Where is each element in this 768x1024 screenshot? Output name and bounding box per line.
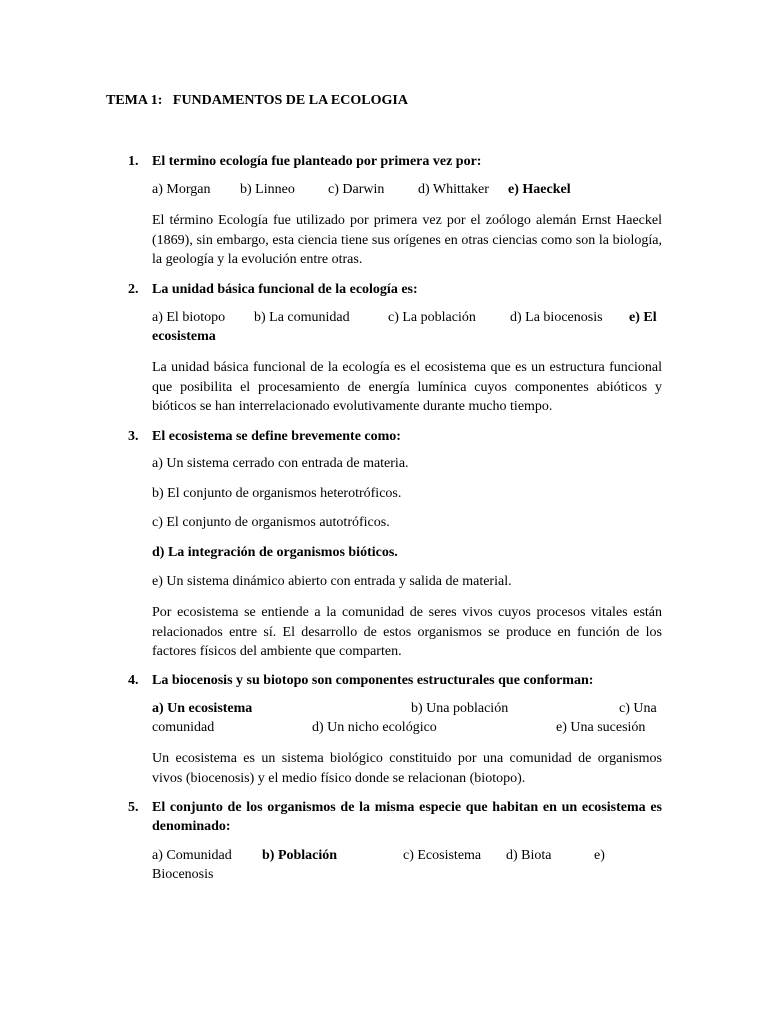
question-number: 2.: [128, 282, 139, 297]
option-c: c) Una: [619, 701, 657, 716]
question-number: 5.: [128, 800, 139, 815]
explanation-paragraph: La unidad básica funcional de la ecología es el ecosistema que es un estructura funcional que posibilita el procesamiento de energía lumínica cuyos componentes abióticos y bióticos se han interrelacionado evolutivamente durante mucho tiempo.: [152, 360, 662, 414]
question-number: 4.: [128, 673, 139, 688]
page-title: TEMA 1: FUNDAMENTOS DE LA ECOLOGIA: [106, 93, 408, 108]
option-a-correct: a) Un ecosistema: [152, 701, 253, 716]
explanation-paragraph: Un ecosistema es un sistema biológico constituido por una comunidad de organismos vivos (biocenosis) y el medio físico donde se relacionan (biotopo).: [152, 751, 662, 786]
option-b-correct: b) Población: [262, 848, 338, 863]
option-e-correct: e) El: [629, 310, 657, 325]
option-e: e) Una sucesión: [556, 720, 646, 735]
option-a: a) Morgan: [152, 182, 211, 197]
option-a: a) Comunidad: [152, 848, 232, 863]
question-text: La unidad básica funcional de la ecología es:: [152, 282, 418, 297]
option-e-continuation: Biocenosis: [152, 867, 214, 882]
option-a: a) Un sistema cerrado con entrada de materia.: [152, 456, 409, 471]
question-number: 3.: [128, 429, 139, 444]
option-e-continuation: ecosistema: [152, 329, 216, 344]
option-b: b) El conjunto de organismos heterotróficos.: [152, 486, 402, 501]
option-c: c) El conjunto de organismos autotróficos.: [152, 515, 390, 530]
option-b: b) La comunidad: [254, 310, 350, 325]
option-d: d) Biota: [506, 848, 552, 863]
option-b: b) Una población: [411, 701, 509, 716]
option-d: d) Whittaker: [418, 182, 489, 197]
option-d-correct: d) La integración de organismos bióticos.: [152, 545, 398, 560]
option-c: c) La población: [388, 310, 476, 325]
explanation-paragraph: El término Ecología fue utilizado por primera vez por el zoólogo alemán Ernst Haeckel (1869), sin embargo, esta ciencia tiene sus orígenes en otras ciencias como son la biología, la geología y la evolución entre otras.: [152, 213, 662, 267]
option-e: e): [594, 848, 605, 863]
explanation-paragraph: Por ecosistema se entiende a la comunidad de seres vivos cuyos procesos vitales están relacionados entre sí. El desarrollo de estos organismos se produce en función de los factores físicos del ambiente que comparten.: [152, 605, 662, 659]
question-text: El ecosistema se define brevemente como:: [152, 429, 401, 444]
option-b: b) Linneo: [240, 182, 295, 197]
option-d: d) La biocenosis: [510, 310, 603, 325]
option-c-continuation: comunidad: [152, 720, 215, 735]
option-c: c) Ecosistema: [403, 848, 482, 863]
option-d: d) Un nicho ecológico: [312, 720, 437, 735]
question-text: El conjunto de los organismos de la misma especie que habitan en un ecosistema es denominado:: [152, 800, 662, 834]
question-text: La biocenosis y su biotopo son componentes estructurales que conforman:: [152, 673, 594, 688]
option-e: e) Un sistema dinámico abierto con entrada y salida de material.: [152, 574, 512, 589]
question-number: 1.: [128, 154, 139, 169]
option-a: a) El biotopo: [152, 310, 226, 325]
option-c: c) Darwin: [328, 182, 385, 197]
question-text: El termino ecología fue planteado por primera vez por:: [152, 154, 482, 169]
option-e-correct: e) Haeckel: [508, 182, 571, 197]
